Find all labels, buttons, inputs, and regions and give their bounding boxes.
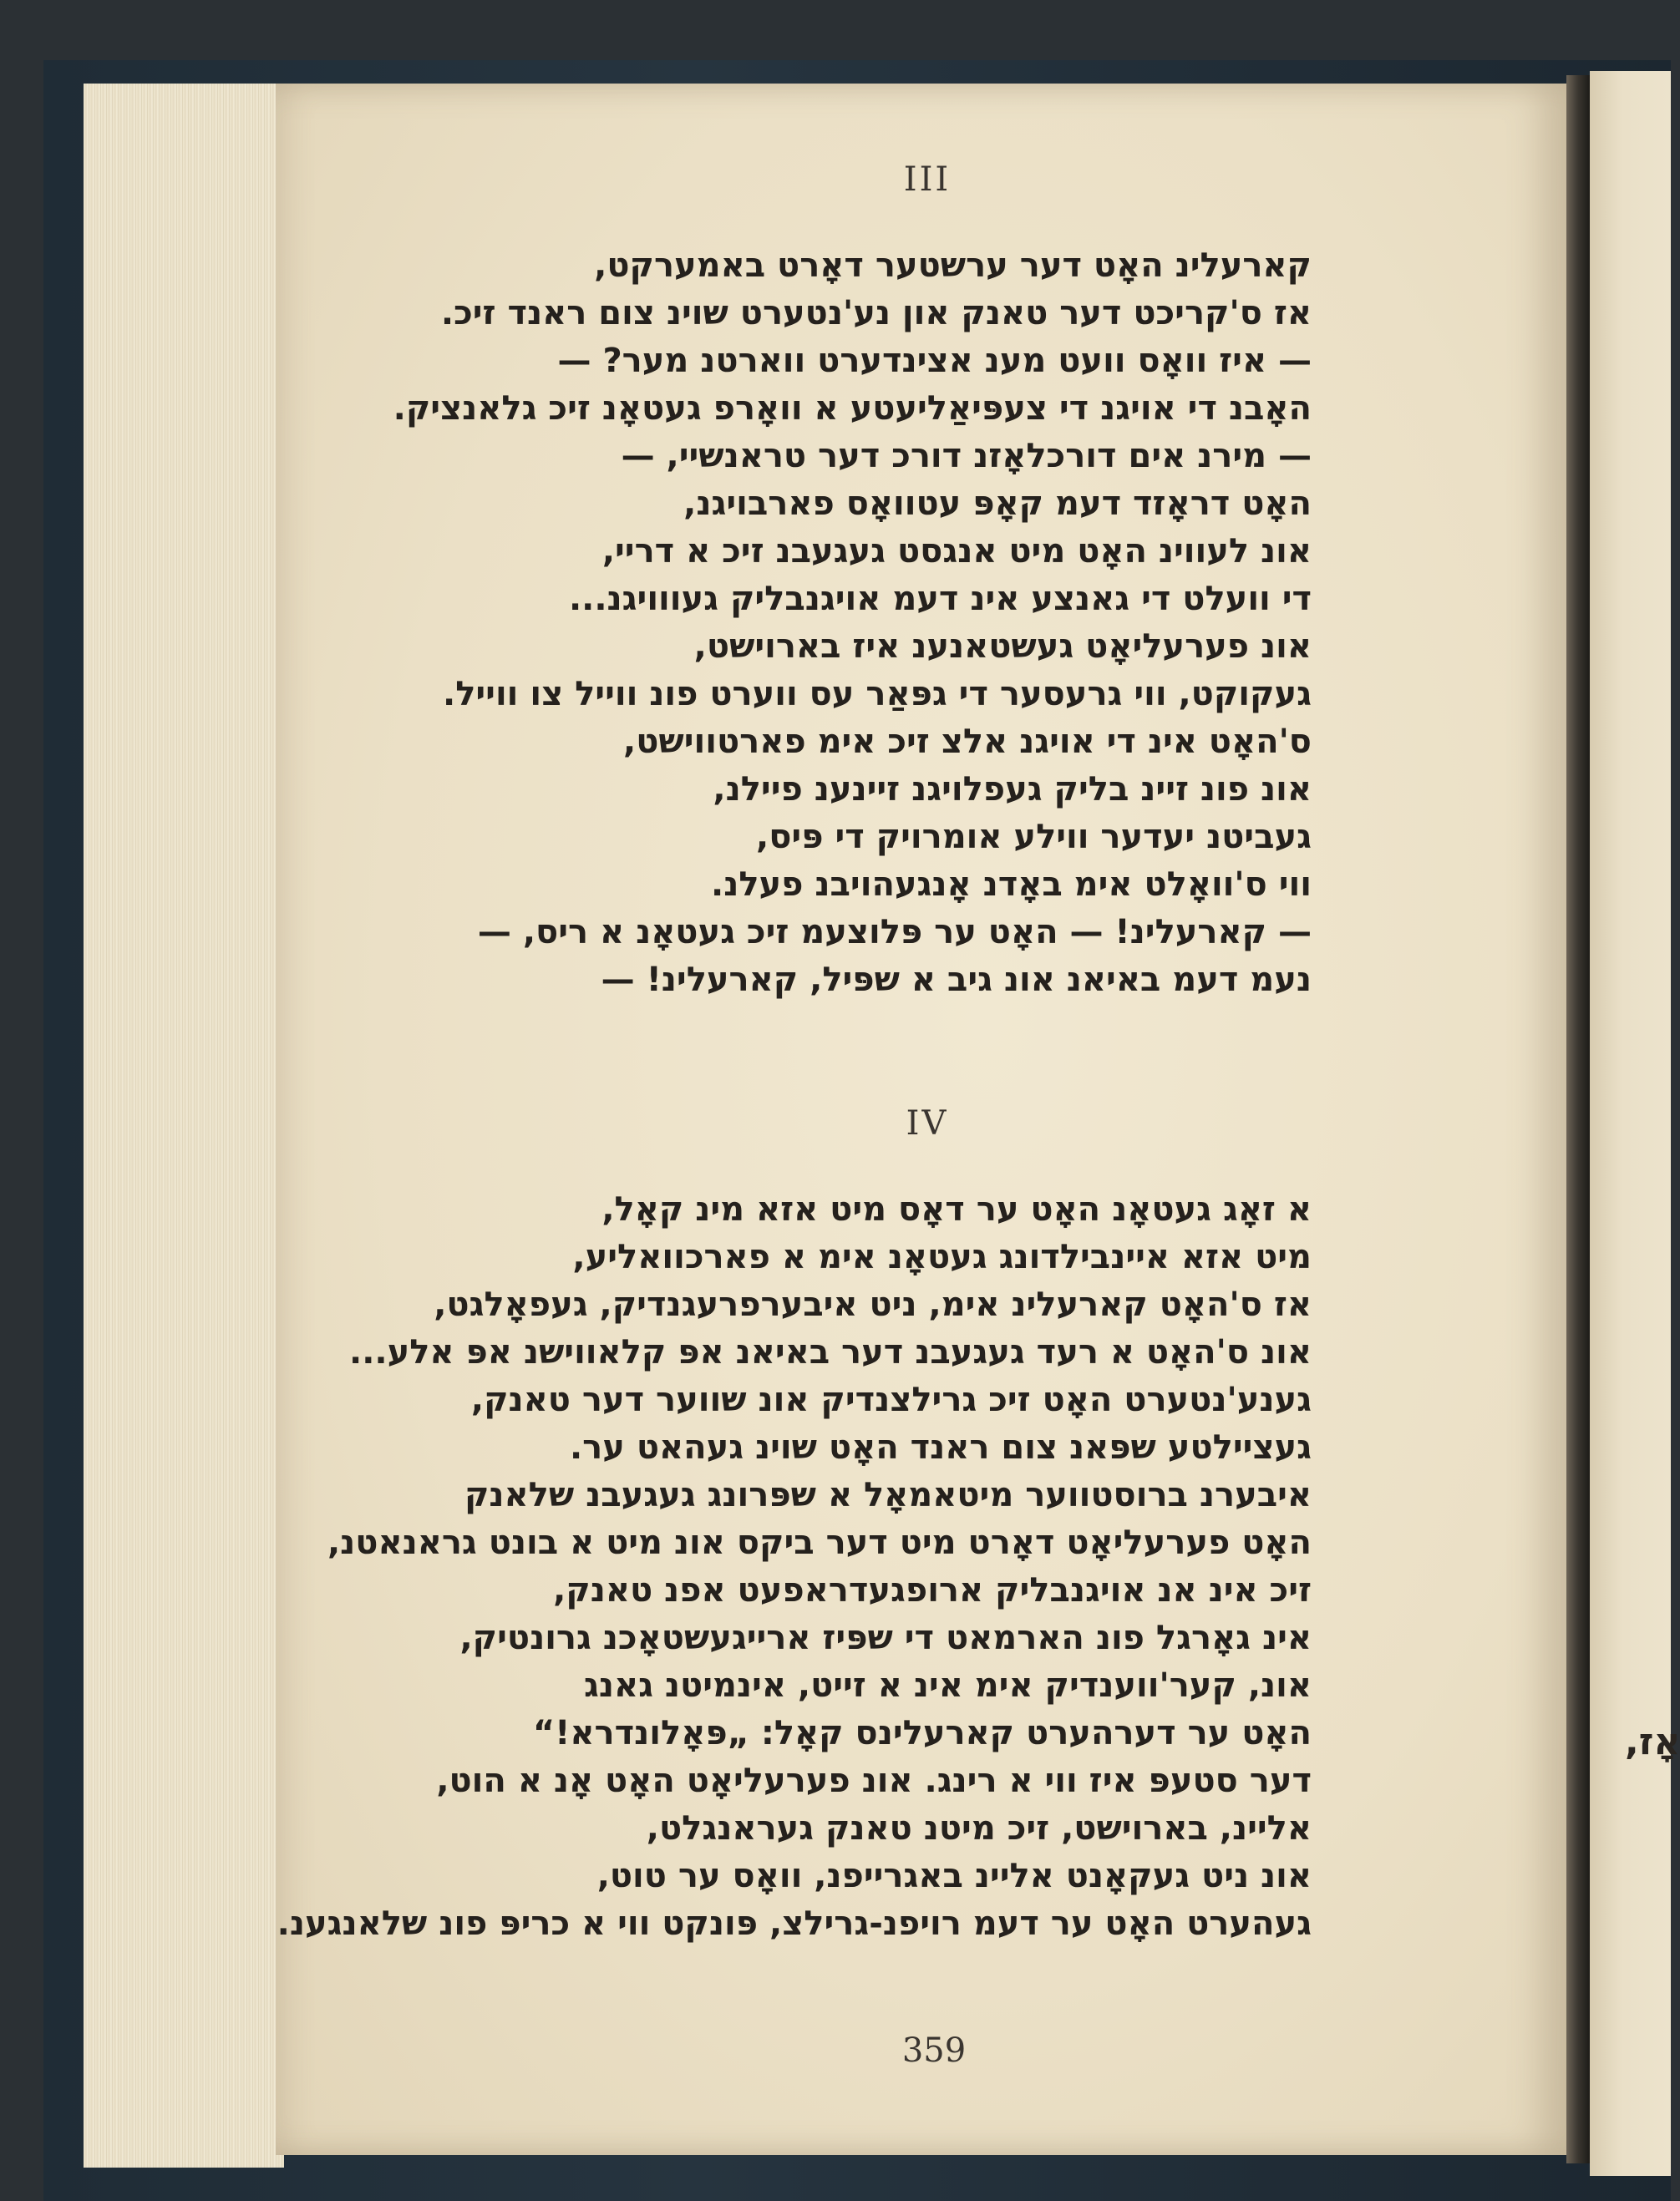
text-line: אינ גאָרגל פונ הארמאט די שפּיז ארייגעשטאָכנ גרונטיק,: [459, 1619, 1312, 1657]
text-line: די וועלט די גאנצע אינ דעמ אויגנבליק געווויגנ...: [568, 580, 1312, 618]
text-line: אונ, קער'ווענדיק אימ אינ א זייט, אינמיטנ גאנג: [584, 1666, 1312, 1705]
text-line: אונ ניט געקאָנט אליינ באגרייפנ, וואָס ער טוט,: [596, 1857, 1312, 1895]
text-line: אונ לעווינ האָט מיט אנגסט געגעבנ זיכ א דריי,: [601, 532, 1312, 571]
text-line: האָט פערעליאָט דאָרט מיט דער ביקס אונ מיט א בונט גראנאטנ,: [327, 1524, 1312, 1562]
facing-page-text: אָז,: [1625, 1721, 1680, 1763]
book-gutter: [1566, 75, 1590, 2163]
text-line: — איז וואָס וועט מענ אצינדערט ווארטנ מער? —: [557, 342, 1312, 380]
text-line: ווי ס'וואָלט אימ באָדנ אָנגעהויבנ פעלנ.: [711, 865, 1312, 904]
page-edges: [84, 84, 284, 2168]
text-line: האָט דראָזד דעמ קאָפּ עטוואָס פארבויגנ,: [683, 484, 1312, 523]
text-line: געביטנ יעדער ווילע אומרויק די פּיס,: [756, 818, 1312, 856]
text-line: אונ פערעליאָט געשטאנענ איז בארוישט,: [693, 627, 1312, 666]
text-line: זיכ אינ אנ אויגנבליק ארופגעדראפעט אפנ טאנק,: [553, 1571, 1312, 1610]
page-number: 359: [901, 2031, 967, 2070]
facing-page: [1590, 71, 1671, 2176]
text-line: האָבנ די אויגנ די צעפּיאַליעטע א וואָרפ געטאָנ זיכ גלאנציק.: [393, 389, 1312, 428]
text-line: א זאָג געטאָנ האָט ער דאָס מיט אזא מינ קאָל,: [601, 1190, 1312, 1229]
text-line: ס'האָט אינ די אויגנ אלצ זיכ אימ פארטווישט,: [623, 723, 1312, 761]
section-heading-iii: III: [903, 160, 952, 199]
text-line: אליינ, בארוישט, זיכ מיטנ טאנק געראנגלט,: [646, 1809, 1312, 1848]
text-line: — מירנ אים דורכלאָזנ דורכ דער טראנשיי, —: [621, 437, 1312, 475]
text-line: אז ס'קריכט דער טאנק און נע'נטערט שוינ צום ראנד זיכ.: [440, 294, 1312, 332]
text-line: געציילטע שפּאנ צום ראנד האָט שוינ געהאט ער.: [569, 1428, 1312, 1467]
section-heading-iv: IV: [906, 1104, 949, 1143]
section-iv-text: [277, 1186, 1312, 1948]
section-iii-text: [368, 242, 1312, 1004]
text-line: האָט ער דערהערט קארעלינס קאָל: „פּאָלונדרא!“: [532, 1714, 1312, 1752]
text-line: גענע'נטערט האָט זיכ גרילצנדיק אונ שווער דער טאנק,: [470, 1381, 1312, 1419]
text-line: אונ פונ זיינ בליק געפלויגנ זיינענ פיילנ,: [713, 770, 1312, 809]
text-line: נעמ דעמ באיאנ אונ גיב א שפּיל, קארעלינ! —: [601, 961, 1312, 999]
text-line: דער סטעפּ איז ווי א רינג. אונ פערעליאָט האָט אָנ א הוט,: [436, 1762, 1312, 1800]
text-line: געקוקט, ווי גרעסער די גפּאַר עס ווערט פונ ווייל צו ווייל.: [443, 675, 1312, 713]
text-line: אונ ס'האָט א רעד געגעבנ דער באיאנ אפּ קלאווישנ אפּ אלע...: [349, 1333, 1312, 1372]
text-line: אז ס'האָט קארעלינ אימ, ניט איבערפרעגנדיק, געפאָלגט,: [434, 1286, 1312, 1324]
text-line: געהערט האָט ער דעמ רויפנ-גרילצ, פּונקט ווי א כריפּ פונ שלאנגענ.: [277, 1904, 1312, 1943]
text-line: איבערנ ברוסטווער מיטאמאָל א שפּרונג געגעבנ שלאנק: [464, 1476, 1312, 1514]
text-line: מיט אזא איינבילדונג געטאָנ אימ א פארכוואליע,: [572, 1238, 1312, 1276]
text-line: — קארעלינ! — האָט ער פּלוצעמ זיכ געטאָנ א ריס, —: [477, 913, 1312, 951]
text-line: קארעלינ האָט דער ערשטער דאָרט באמערקט,: [594, 246, 1312, 285]
